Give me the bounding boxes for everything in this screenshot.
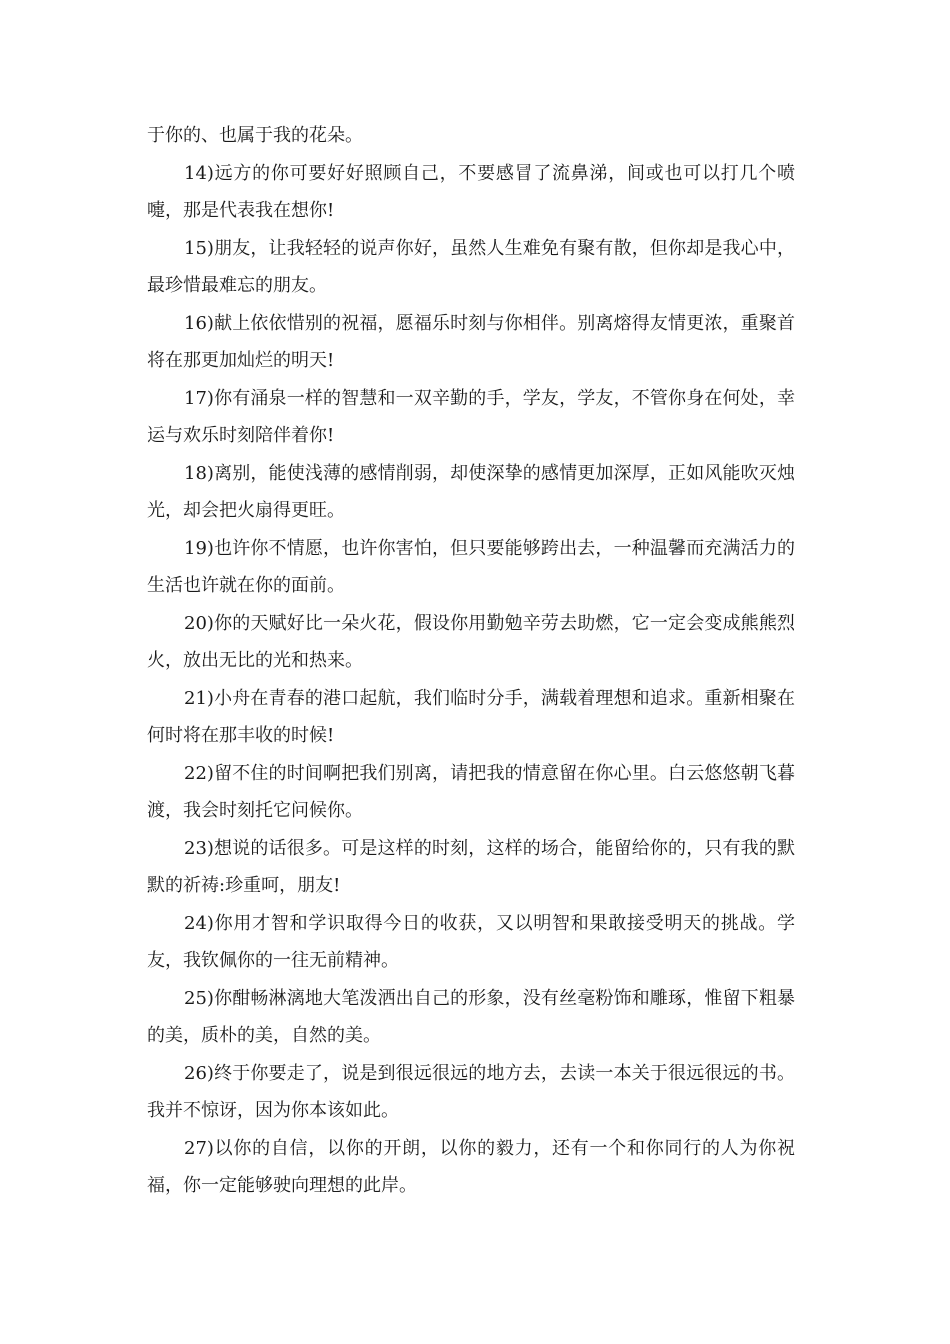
- entry-23: 23)想说的话很多。可是这样的时刻，这样的场合，能留给你的，只有我的默默的祈祷:珍重呵，朋友!: [147, 837, 795, 896]
- entry-17: 17)你有涌泉一样的智慧和一双辛勤的手，学友，学友，不管你身在何处，幸运与欢乐时刻陪伴着你!: [147, 387, 795, 446]
- entry-14: 14)远方的你可要好好照顾自己，不要感冒了流鼻涕，间或也可以打几个喷嚏，那是代表我在想你!: [147, 162, 795, 221]
- entry-15: 15)朋友，让我轻轻的说声你好，虽然人生难免有聚有散，但你却是我心中，最珍惜最难忘的朋友。: [147, 237, 795, 296]
- continuation-paragraph: 于你的、也属于我的花朵。: [147, 125, 363, 146]
- document-body: [147, 117, 795, 1205]
- entry-16: 16)献上依依惜别的祝福，愿福乐时刻与你相伴。别离熔得友情更浓，重聚首将在那更加灿烂的明天!: [147, 312, 795, 371]
- entry-27: 27)以你的自信，以你的开朗，以你的毅力，还有一个和你同行的人为你祝福，你一定能够驶向理想的此岸。: [147, 1137, 795, 1196]
- entry-18: 18)离别，能使浅薄的感情削弱，却使深挚的感情更加深厚，正如风能吹灭烛光，却会把火扇得更旺。: [147, 462, 795, 521]
- entry-22: 22)留不住的时间啊把我们别离，请把我的情意留在你心里。白云悠悠朝飞暮渡，我会时刻托它问候你。: [147, 762, 795, 821]
- entry-21: 21)小舟在青春的港口起航，我们临时分手，满载着理想和追求。重新相聚在何时将在那丰收的时候!: [147, 687, 795, 746]
- entry-25: 25)你酣畅淋漓地大笔泼洒出自己的形象，没有丝毫粉饰和雕琢，惟留下粗暴的美，质朴的美，自然的美。: [147, 987, 795, 1046]
- entry-20: 20)你的天赋好比一朵火花，假设你用勤勉辛劳去助燃，它一定会变成熊熊烈火，放出无比的光和热来。: [147, 612, 795, 671]
- entry-19: 19)也许你不情愿，也许你害怕，但只要能够跨出去，一种温馨而充满活力的生活也许就在你的面前。: [147, 537, 795, 596]
- entry-24: 24)你用才智和学识取得今日的收获，又以明智和果敢接受明天的挑战。学友，我钦佩你的一往无前精神。: [147, 912, 795, 971]
- entry-26: 26)终于你要走了，说是到很远很远的地方去，去读一本关于很远很远的书。我并不惊讶，因为你本该如此。: [147, 1062, 795, 1121]
